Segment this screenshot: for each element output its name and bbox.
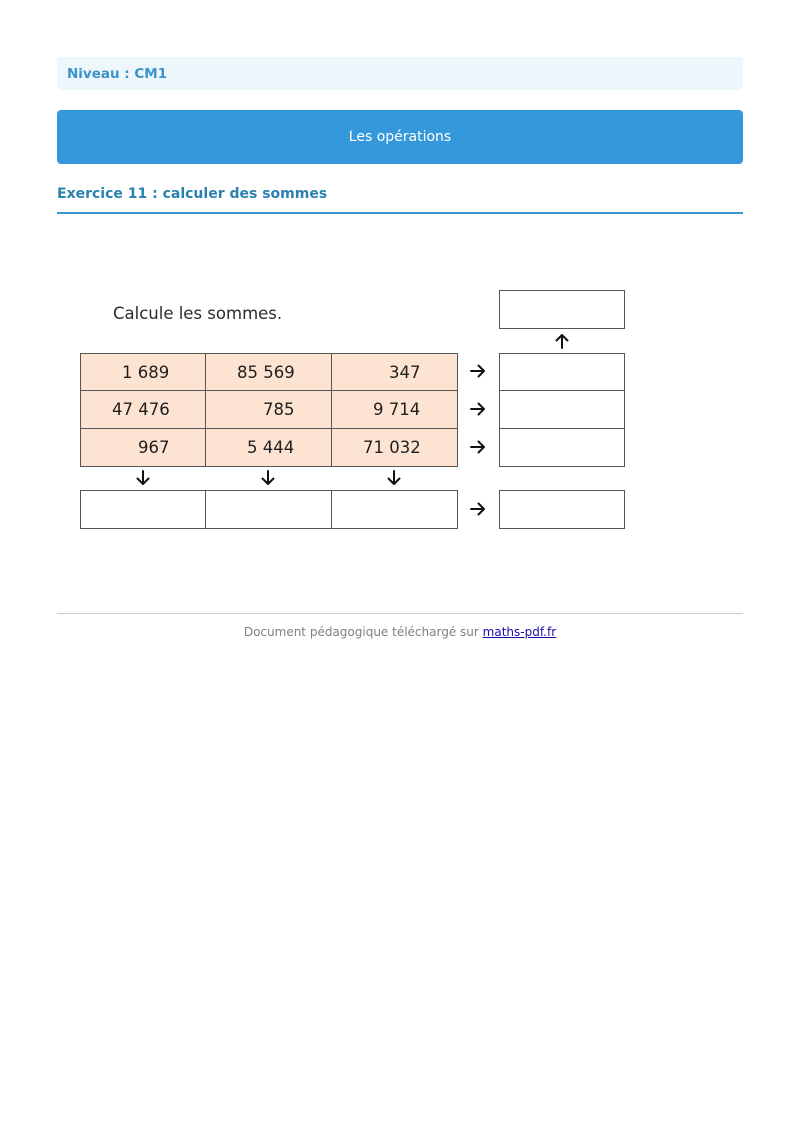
level-bar <box>57 57 743 90</box>
footer-link[interactable]: maths-pdf.fr <box>482 625 557 639</box>
banner-title: Les opérations <box>348 129 452 145</box>
answer-box-column-3[interactable] <box>331 490 458 529</box>
arrow-up-icon <box>553 332 571 350</box>
arrow-down-icon <box>259 469 277 487</box>
answer-box-row-1[interactable] <box>499 353 625 391</box>
arrow-right-icon <box>469 500 487 518</box>
grid-cell: 71 032 <box>331 428 458 467</box>
grid-cell: 785 <box>205 390 332 429</box>
exercise-divider <box>57 212 743 214</box>
grid-cell: 1 689 <box>80 353 206 391</box>
arrow-down-icon <box>385 469 403 487</box>
answer-box-column-1[interactable] <box>80 490 206 529</box>
grid-cell: 5 444 <box>205 428 332 467</box>
grid-cell: 47 476 <box>80 390 206 429</box>
exercise-instruction: Calcule les sommes. <box>113 304 283 323</box>
footer-text: Document pédagogique téléchargé sur <box>243 625 479 639</box>
grid-cell: 85 569 <box>205 353 332 391</box>
answer-box-grand-total-top[interactable] <box>499 290 625 329</box>
answer-box-grand-total-bottom[interactable] <box>499 490 625 529</box>
answer-box-row-2[interactable] <box>499 390 625 429</box>
grid-cell: 9 714 <box>331 390 458 429</box>
grid-cell: 347 <box>331 353 458 391</box>
arrow-down-icon <box>134 469 152 487</box>
arrow-right-icon <box>469 400 487 418</box>
answer-box-column-2[interactable] <box>205 490 332 529</box>
arrow-right-icon <box>469 438 487 456</box>
level-label: Niveau : CM1 <box>67 65 168 82</box>
grid-cell: 967 <box>80 428 206 467</box>
answer-box-row-3[interactable] <box>499 428 625 467</box>
arrow-right-icon <box>469 362 487 380</box>
exercise-heading: Exercice 11 : calculer des sommes <box>57 186 328 202</box>
footer-divider <box>57 613 743 614</box>
footer <box>57 625 743 639</box>
title-banner <box>57 110 743 164</box>
